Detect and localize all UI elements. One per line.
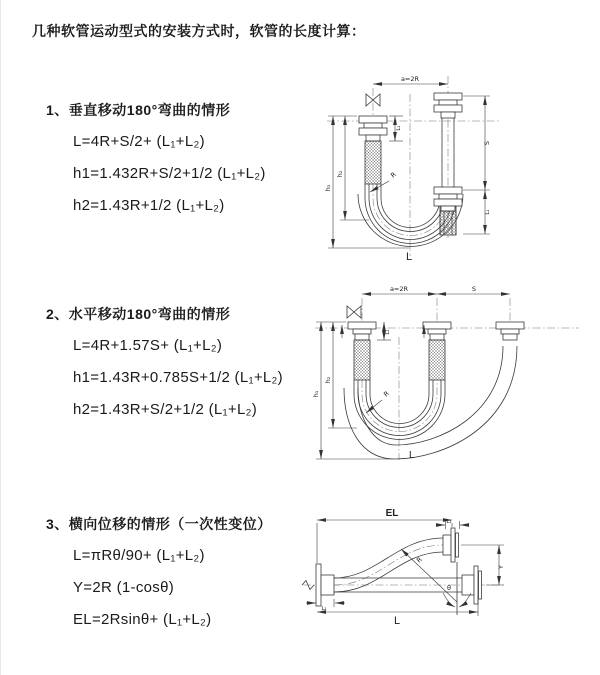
page-title: 几种软管运动型式的安装方式时，软管的长度计算：	[32, 23, 366, 39]
dimensions	[312, 285, 510, 461]
dim-label-y: Y	[497, 565, 505, 569]
section-1-heading: 1、垂直移动180°弯曲的情形	[46, 102, 231, 118]
dim-label-s: S	[471, 285, 477, 293]
length-label: L	[406, 251, 413, 263]
left-flange	[316, 564, 334, 606]
radius-label: R	[389, 170, 398, 180]
dim-label-el: EL	[385, 508, 399, 519]
diagram-vertical-180-bend	[313, 70, 598, 265]
formula-h1: h1=1.432R+S/2+1/2 (L₁+L₂)	[73, 165, 266, 182]
right-flange-leg	[496, 322, 524, 340]
centerlines	[327, 76, 501, 256]
formula-el: EL=2Rsinθ+ (L₁+L₂)	[73, 611, 212, 628]
formula-l: L=πRθ/90+ (L₁+L₂)	[73, 547, 205, 564]
angle-label: θ	[447, 584, 451, 592]
dim-label-l1-right: L₁	[485, 209, 491, 215]
dimensions	[324, 75, 491, 263]
formula-h1: h1=1.43R+0.785S+1/2 (L₁+L₂)	[73, 369, 283, 386]
formula-l: L=4R+1.57S+ (L₁+L₂)	[73, 337, 223, 354]
diagram-horizontal-180-bend	[307, 282, 597, 467]
angle-construction	[401, 549, 471, 615]
radius-label: R	[382, 389, 391, 399]
length-label: L	[409, 450, 415, 461]
dim-label-l1-left: L₁	[321, 606, 327, 612]
section-3-heading: 3、横向位移的情形（一次性变位）	[46, 516, 272, 532]
section-lateral-displacement	[46, 515, 272, 642]
formula-h2: h2=1.43R+1/2 (L₁+L₂)	[73, 197, 225, 214]
dim-label-l1-top: L₁	[446, 519, 452, 525]
dim-label-l1-left: L₁	[396, 125, 402, 131]
dim-label-h2: h₂	[324, 376, 332, 384]
formula-h2: h2=1.43R+S/2+1/2 (L₁+L₂)	[73, 401, 258, 418]
section-2-heading: 2、水平移动180°弯曲的情形	[46, 306, 231, 322]
dim-label-l1: L₁	[385, 329, 391, 335]
dim-label-h1: h₁	[312, 390, 320, 398]
radius-label: R	[414, 555, 424, 565]
left-flange-leg	[359, 116, 387, 184]
valve-icon	[347, 306, 361, 318]
length-label: L	[394, 615, 401, 627]
dim-label-h2: h₂	[336, 170, 344, 178]
middle-flange-leg	[423, 322, 451, 380]
diagram-lateral-displacement	[297, 500, 597, 648]
section-vertical-180	[46, 101, 266, 228]
dim-label-a2r: a=2R	[389, 285, 409, 293]
upper-right-flange	[443, 528, 459, 562]
dim-label-s: S	[483, 140, 491, 146]
section-horizontal-180	[46, 305, 283, 432]
formula-y: Y=2R (1-cosθ)	[73, 579, 175, 596]
hose-u-bend-position1	[354, 380, 445, 440]
left-flange-leg	[348, 322, 376, 380]
dim-label-h1: h₁	[324, 184, 332, 192]
dim-label-a2r: a=2R	[400, 75, 420, 83]
formula-l: L=4R+S/2+ (L₁+L₂)	[73, 133, 205, 150]
